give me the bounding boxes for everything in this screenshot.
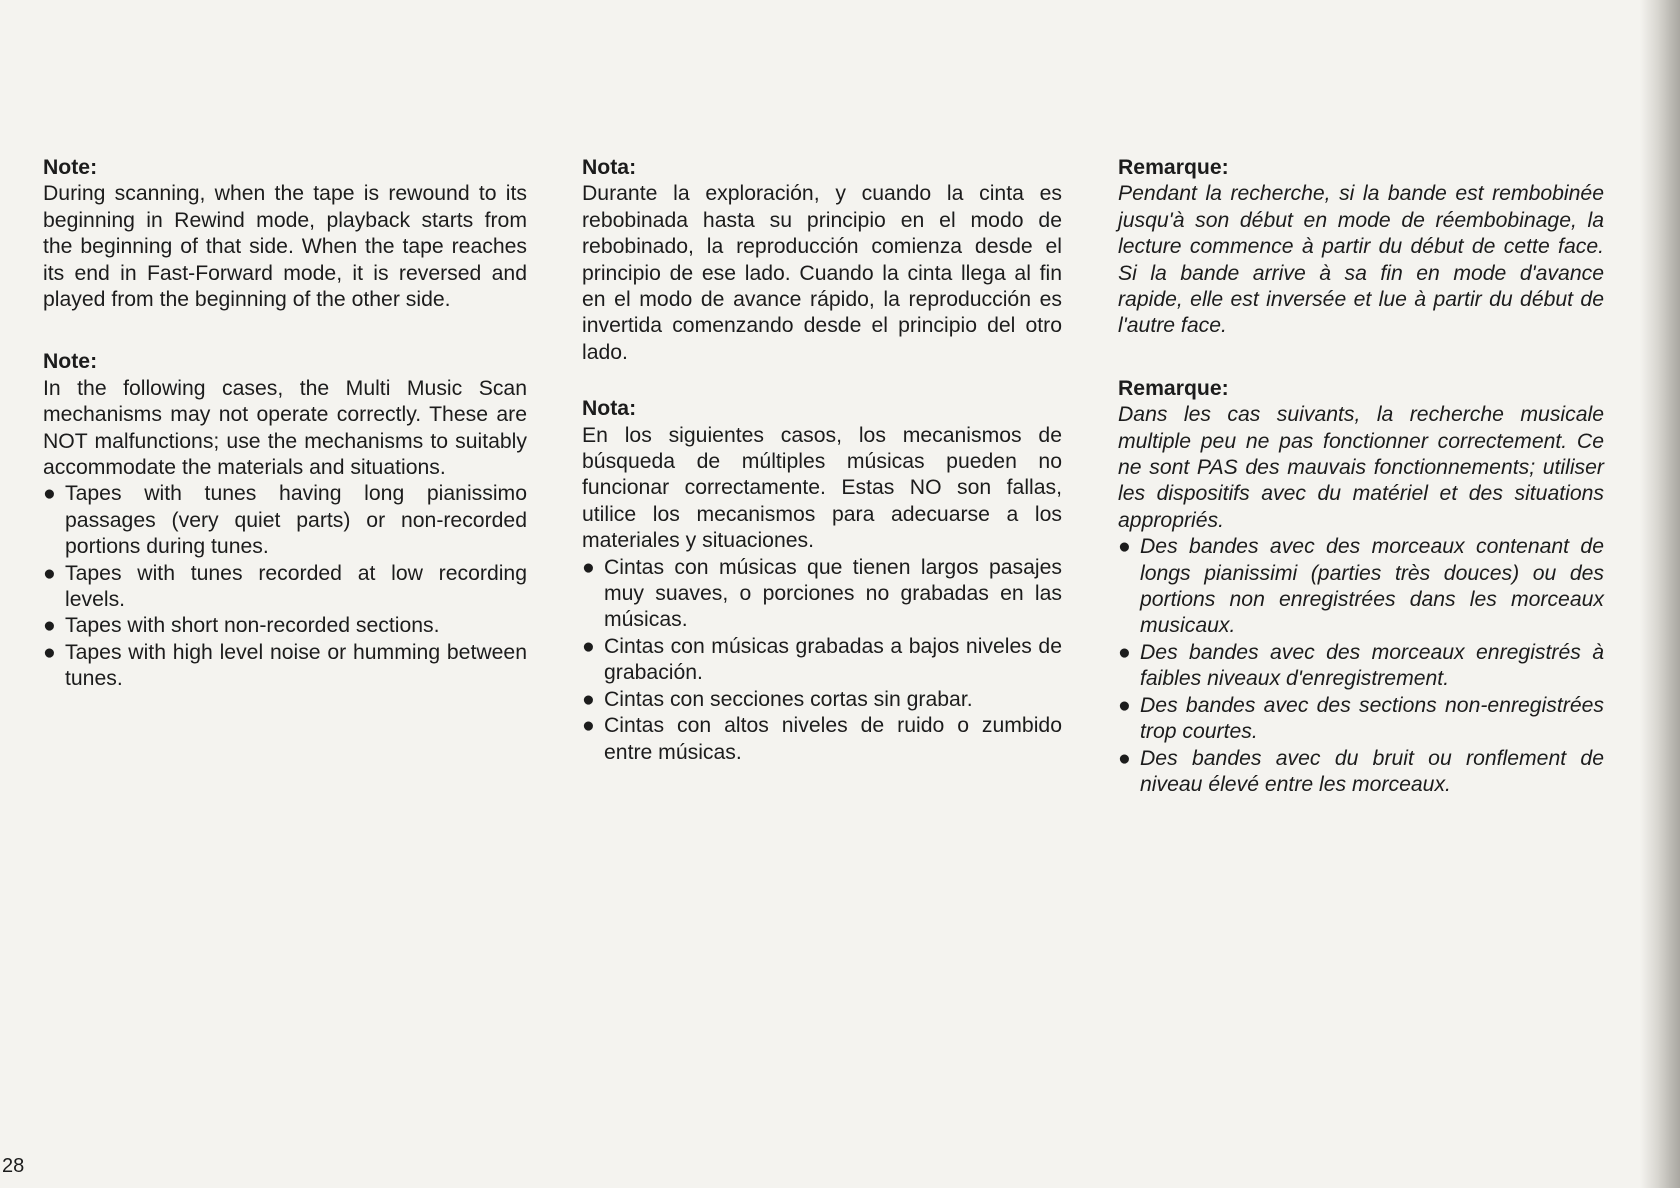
list-item-text: Des bandes avec du bruit ou ronflement de niveau élevé entre les morceaux. (1140, 746, 1604, 796)
list-item-text: Tapes with high level noise or humming between tunes. (65, 640, 527, 691)
bullet-icon: ● (43, 561, 56, 585)
column-spanish (582, 155, 1062, 802)
list-item-text: Tapes with tunes having long pianissimo passages (very quiet parts) or non-recorded portions during tunes. (65, 482, 527, 559)
list-item-text: Cintas con secciones cortas sin grabar. (604, 687, 973, 711)
bullet-list (43, 481, 527, 692)
bullet-icon: ● (43, 614, 56, 638)
note-paragraph: In the following cases, the Multi Music Scan mechanisms may not operate correctly. These are NOT malfunctions; use the mechanisms to suitably accommodate the materials and situations. (43, 376, 527, 480)
bullet-icon: ● (1118, 535, 1131, 559)
page-number: 28 (2, 1155, 25, 1177)
note-heading: Note: (43, 350, 98, 374)
note-section-1 (43, 155, 527, 313)
list-item (43, 640, 527, 693)
remarque-section-2 (1118, 376, 1604, 798)
list-item (582, 713, 1062, 766)
list-item-text: Cintas con músicas que tienen largos pasajes muy suaves, o porciones no grabadas en las músicas. (604, 555, 1062, 632)
list-item-text: Cintas con altos niveles de ruido o zumbido entre músicas. (604, 714, 1062, 764)
list-item-text: Des bandes avec des morceaux contenant de longs pianissimi (parties très douces) ou des portions non enregistrées dans les morceaux musicaux. (1140, 535, 1604, 638)
nota-paragraph: Durante la exploración, y cuando la cinta es rebobinada hasta su principio en el modo de rebobinado, la reproducción comienza desde el principio de ese lado. Cuando la cinta llega al fin en el modo de avance rápido, la reproducción es invertida comenzando desde el principio del otro lado. (582, 182, 1062, 364)
bullet-icon: ● (43, 482, 56, 506)
nota-section-2 (582, 396, 1062, 766)
bullet-list (582, 555, 1062, 766)
nota-heading: Nota: (582, 156, 637, 179)
list-item-text: Tapes with tunes recorded at low recording levels. (65, 561, 527, 612)
column-english (43, 155, 527, 729)
bullet-list (1118, 534, 1604, 798)
list-item-text: Tapes with short non-recorded sections. (65, 614, 440, 638)
nota-paragraph: En los siguientes casos, los mecanismos de búsqueda de múltiples músicas pueden no funcionar correctamente. Estas NO son fallas, utilice los mecanismos para adecuarse a los materiales y situaciones. (582, 423, 1062, 553)
bullet-icon: ● (1118, 640, 1131, 664)
list-item (582, 555, 1062, 634)
nota-heading: Nota: (582, 397, 637, 421)
bullet-icon: ● (582, 714, 595, 738)
list-item (1118, 640, 1604, 693)
list-item (1118, 746, 1604, 799)
list-item (582, 687, 1062, 713)
remarque-section-1 (1118, 155, 1604, 340)
remarque-paragraph: Dans les cas suivants, la recherche musicale multiple peu ne pas fonctionner correctement. Ce ne sont PAS des mauvais fonctionnements; utiliser les dispositifs avec du matériel et des situations appropriés. (1118, 403, 1604, 532)
list-item (1118, 534, 1604, 640)
list-item-text: Des bandes avec des morceaux enregistrés à faibles niveaux d'enregistrement. (1140, 640, 1604, 691)
remarque-heading: Remarque: (1118, 156, 1229, 179)
list-item-text: Des bandes avec des sections non-enregistrées trop courtes. (1140, 693, 1604, 744)
list-item (582, 634, 1062, 687)
list-item (43, 613, 527, 639)
bullet-icon: ● (582, 687, 595, 711)
list-item (1118, 693, 1604, 746)
bullet-icon: ● (1118, 693, 1131, 717)
list-item (43, 481, 527, 560)
note-section-2 (43, 349, 527, 692)
list-item (43, 561, 527, 614)
nota-section-1 (582, 155, 1062, 366)
remarque-heading: Remarque: (1118, 376, 1229, 400)
bullet-icon: ● (43, 640, 56, 664)
column-french (1118, 155, 1604, 834)
note-heading: Note: (43, 156, 98, 179)
page-binding-shadow (1640, 0, 1680, 1188)
list-item-text: Cintas con músicas grabadas a bajos niveles de grabación. (604, 634, 1062, 685)
remarque-paragraph: Pendant la recherche, si la bande est rembobinée jusqu'à son début en mode de réembobinage, la lecture commence à partir du début de cette face. Si la bande arrive à sa fin en mode d'avance rapide, elle est inversée et lue à partir du début de l'autre face. (1118, 182, 1604, 338)
bullet-icon: ● (1118, 746, 1131, 770)
note-paragraph: During scanning, when the tape is rewound to its beginning in Rewind mode, playback starts from the beginning of that side. When the tape reaches its end in Fast-Forward mode, it is reversed and played from the beginning of the other side. (43, 182, 527, 312)
bullet-icon: ● (582, 555, 595, 579)
bullet-icon: ● (582, 634, 595, 658)
